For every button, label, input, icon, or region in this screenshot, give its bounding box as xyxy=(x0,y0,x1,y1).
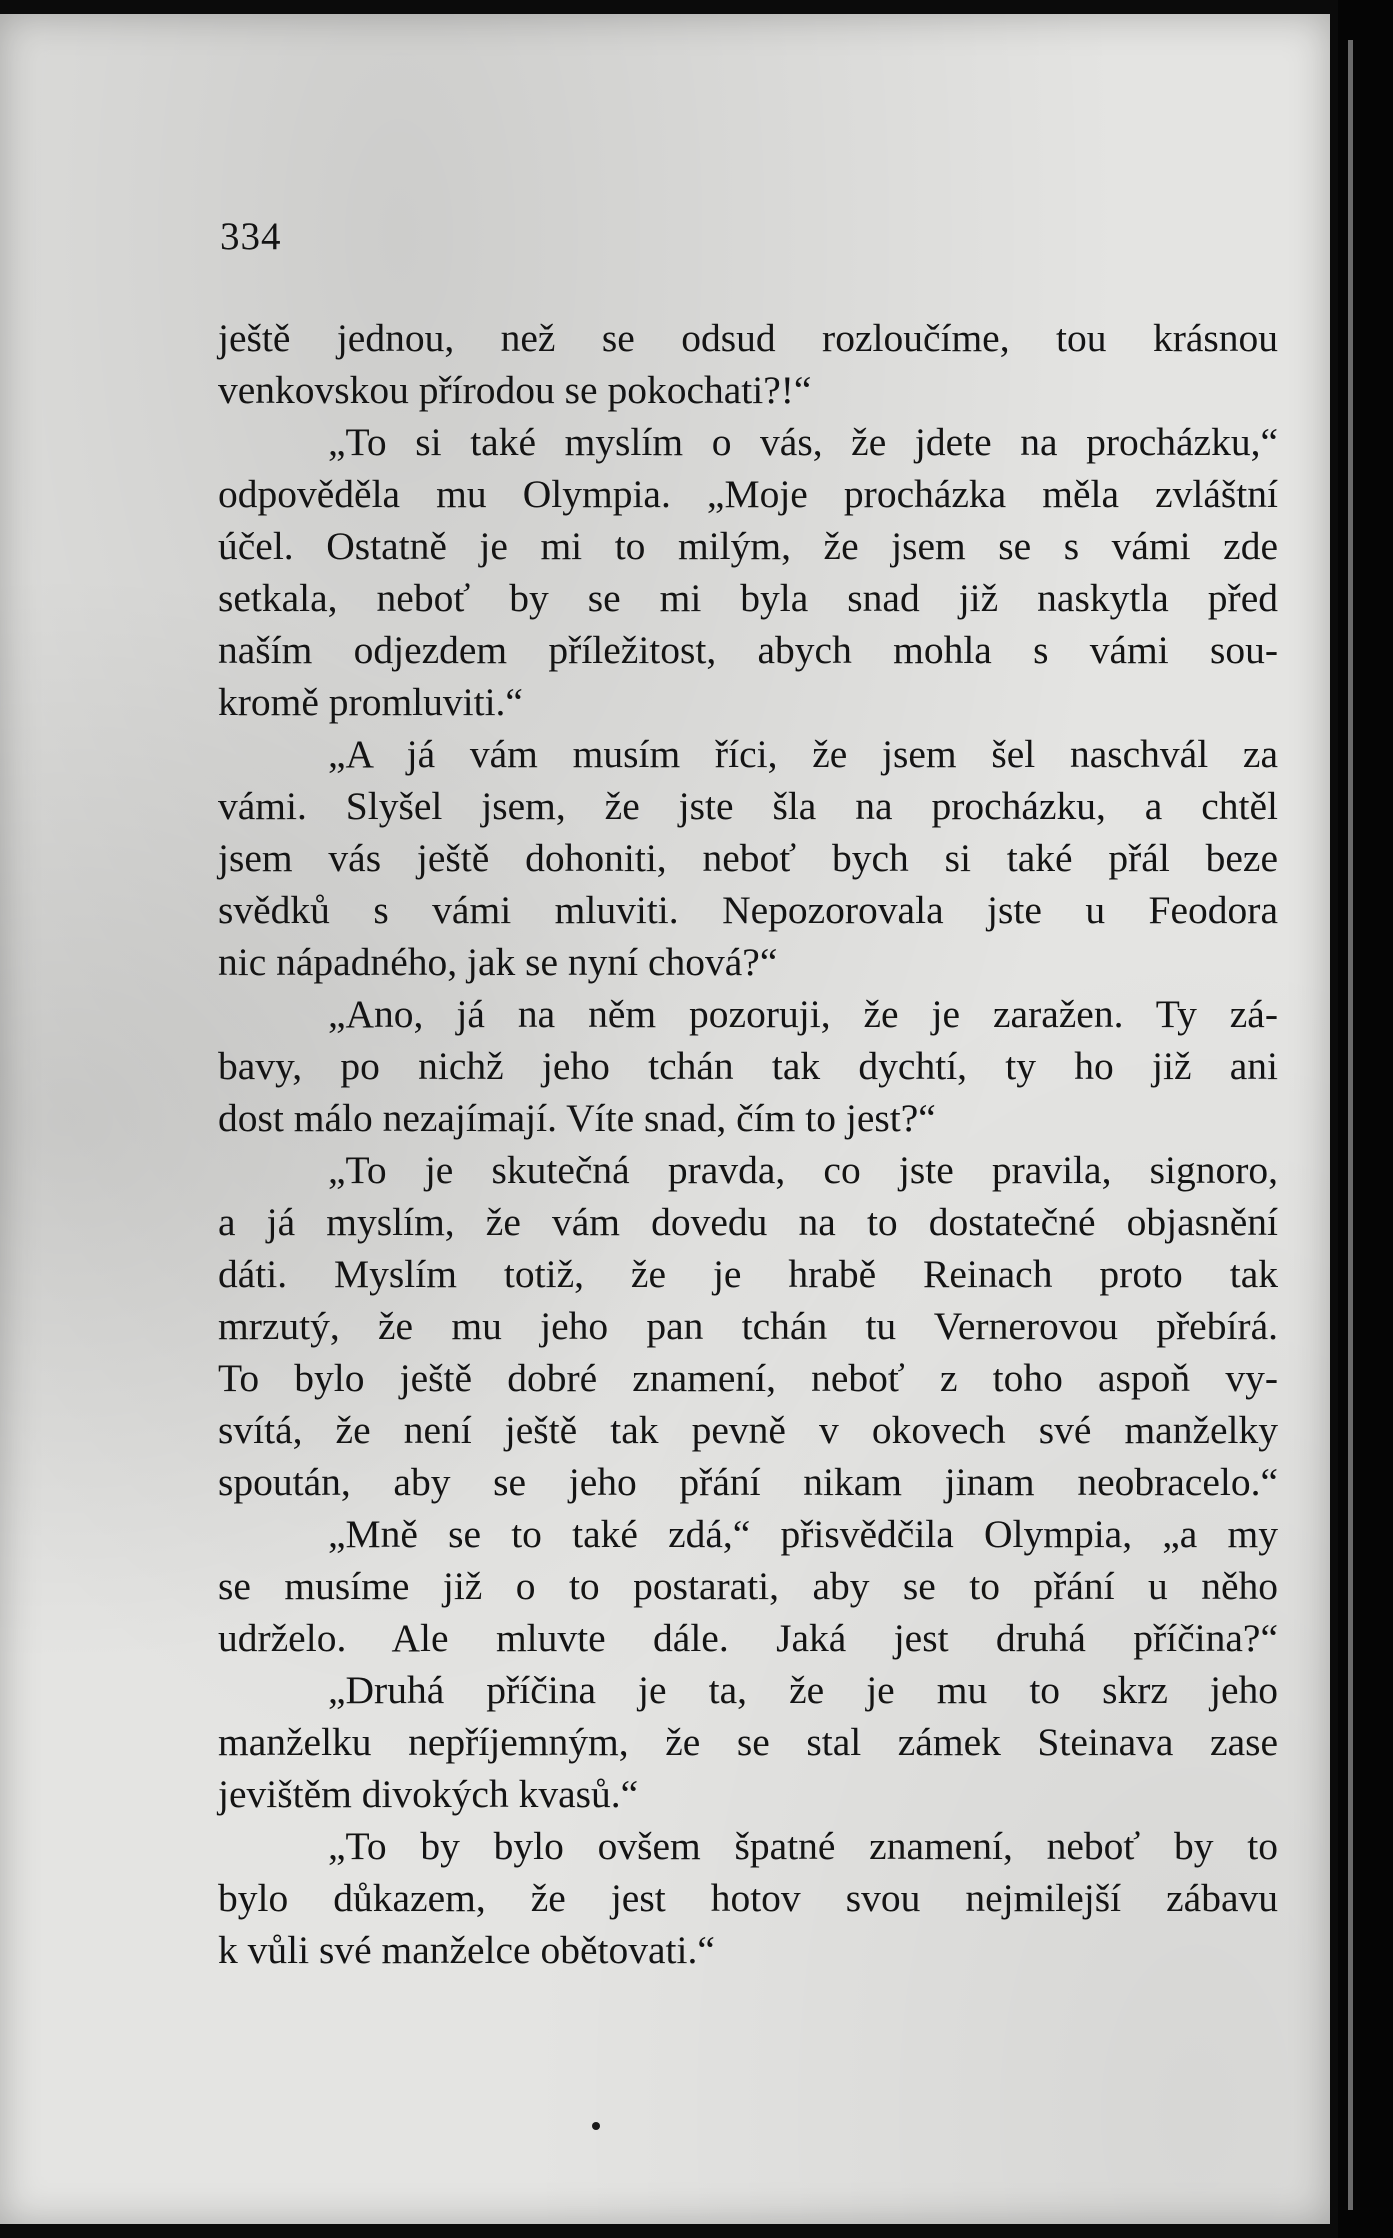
text-line: „To je skutečná pravda, co jste pravila, signoro, xyxy=(328,1148,1278,1192)
page-number: 334 xyxy=(220,215,282,258)
text-line: venkovskou přírodou se pokochati?!“ xyxy=(218,368,812,412)
text-line: manželku nepříjemným, že se stal zámek Steinava zase xyxy=(218,1720,1278,1764)
text-line: ještě jednou, než se odsud rozloučíme, tou krásnou xyxy=(218,316,1278,360)
text-line: „To by bylo ovšem špatné znamení, neboť by to xyxy=(328,1824,1278,1868)
text-line: a já myslím, že vám dovedu na to dostatečné objasnění xyxy=(218,1200,1278,1244)
text-line: „A já vám musím říci, že jsem šel naschvál za xyxy=(328,732,1278,776)
text-line: jsem vás ještě dohoniti, neboť bych si také přál beze xyxy=(218,836,1278,880)
text-line: „To si také myslím o vás, že jdete na procházku,“ xyxy=(328,420,1278,464)
text-line: bavy, po nichž jeho tchán tak dychtí, ty ho již ani xyxy=(218,1044,1278,1088)
text-line: se musíme již o to postarati, aby se to přání u něho xyxy=(218,1564,1278,1608)
scan-edge xyxy=(1338,0,1393,2238)
text-line: spoután, aby se jeho přání nikam jinam neobracelo.“ xyxy=(218,1460,1278,1504)
text-line: dost málo nezajímají. Víte snad, čím to jest?“ xyxy=(218,1096,936,1140)
text-line: kromě promluviti.“ xyxy=(218,680,523,724)
text-line: vámi. Slyšel jsem, že jste šla na procházku, a chtěl xyxy=(218,784,1278,828)
text-line: „Druhá příčina je ta, že je mu to skrz jeho xyxy=(328,1668,1278,1712)
ink-speck xyxy=(592,2122,600,2130)
body-text xyxy=(218,312,1278,1976)
text-line: „Mně se to také zdá,“ přisvědčila Olympia, „a my xyxy=(328,1512,1278,1556)
text-line: jevištěm divokých kvasů.“ xyxy=(218,1772,639,1816)
text-line: To bylo ještě dobré znamení, neboť z toho aspoň vy- xyxy=(218,1356,1278,1400)
text-line: k vůli své manželce obětovati.“ xyxy=(218,1928,715,1972)
text-line: svědků s vámi mluviti. Nepozorovala jste u Feodora xyxy=(218,888,1278,932)
text-line: dáti. Myslím totiž, že je hrabě Reinach proto tak xyxy=(218,1252,1278,1296)
book-page xyxy=(0,14,1330,2224)
text-line: účel. Ostatně je mi to milým, že jsem se s vámi zde xyxy=(218,524,1278,568)
text-line: bylo důkazem, že jest hotov svou nejmilejší zábavu xyxy=(218,1876,1278,1920)
text-line: „Ano, já na něm pozoruji, že je zaražen. Ty zá- xyxy=(328,992,1278,1036)
text-line: setkala, neboť by se mi byla snad již naskytla před xyxy=(218,576,1278,620)
text-line: naším odjezdem příležitost, abych mohla s vámi sou- xyxy=(218,628,1278,672)
text-line: mrzutý, že mu jeho pan tchán tu Vernerovou přebírá. xyxy=(218,1304,1278,1348)
text-line: svítá, že není ještě tak pevně v okovech své manželky xyxy=(218,1408,1278,1452)
text-line: udrželo. Ale mluvte dále. Jaká jest druhá příčina?“ xyxy=(218,1616,1278,1660)
text-line: nic nápadného, jak se nyní chová?“ xyxy=(218,940,778,984)
text-line: odpověděla mu Olympia. „Moje procházka měla zvláštní xyxy=(218,472,1278,516)
